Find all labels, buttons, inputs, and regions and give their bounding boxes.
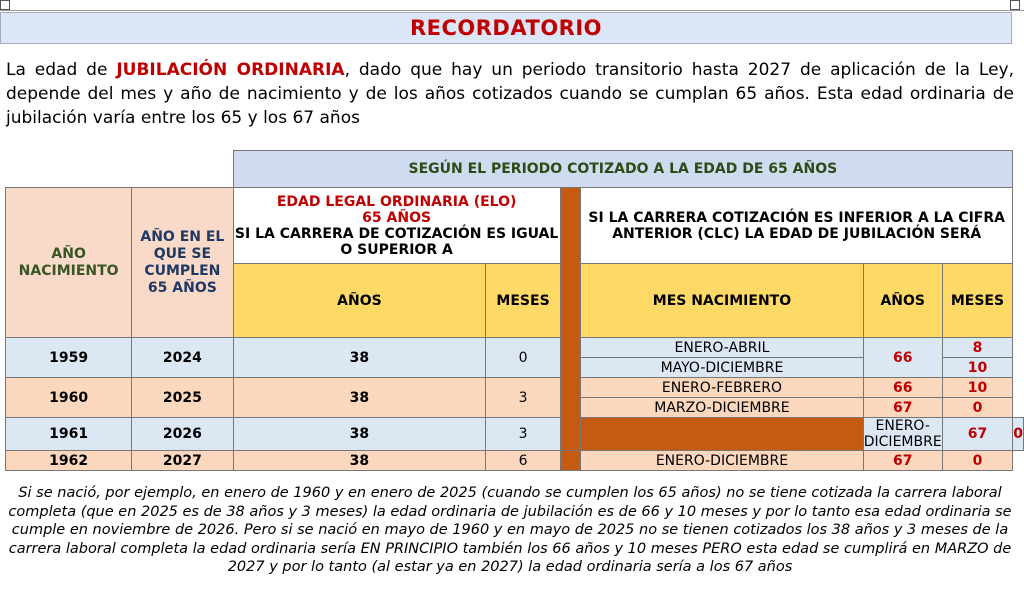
header-birth-year: AÑO NACIMIENTO — [6, 188, 132, 338]
age-months-cell: 8 — [942, 338, 1013, 358]
elo-line3: SI LA CARRERA DE COTIZACIÓN ES IGUAL O SUPERIOR A — [234, 225, 559, 258]
header-year-65: AÑO EN EL QUE SE CUMPLEN 65 AÑOS — [132, 188, 233, 338]
age-months-cell: 10 — [942, 378, 1013, 398]
year-65-cell: 2025 — [132, 378, 233, 418]
years-cell: 38 — [233, 338, 486, 378]
sub-header-months: MESES — [486, 264, 560, 338]
table-row — [6, 418, 1024, 451]
intro-paragraph — [6, 58, 1014, 130]
age-years-cell: 67 — [863, 451, 942, 471]
divider-bar — [560, 188, 580, 451]
divider-bar — [560, 451, 580, 471]
age-months-cell: 0 — [942, 398, 1013, 418]
age-years-cell: 67 — [863, 398, 942, 418]
years-cell: 38 — [233, 378, 486, 418]
birth-month-cell: ENERO-DICIEMBRE — [863, 418, 942, 450]
birth-year-cell: 1962 — [6, 451, 132, 471]
checkbox-icon[interactable] — [0, 0, 10, 10]
divider-bar — [581, 418, 864, 451]
months-cell: 3 — [486, 378, 560, 418]
year-65-cell: 2024 — [132, 338, 233, 378]
age-months-cell: 0 — [1013, 418, 1024, 451]
header-elo — [233, 188, 560, 264]
sub-header-birth-month: MES NACIMIENTO — [581, 264, 864, 338]
retirement-table — [5, 150, 1024, 471]
birth-month-cell: ENERO-ABRIL — [581, 338, 864, 358]
months-cell: 3 — [486, 418, 560, 451]
birth-month-cell: ENERO-DICIEMBRE — [581, 451, 864, 471]
header-clc: SI LA CARRERA COTIZACIÓN ES INFERIOR A LA CIFRA ANTERIOR (CLC) LA EDAD DE JUBILACIÓN SERÁ — [581, 188, 1013, 264]
year-65-cell: 2026 — [132, 418, 233, 451]
birth-year-cell: 1959 — [6, 338, 132, 378]
table-row — [6, 338, 1024, 358]
birth-month-cell: MAYO-DICIEMBRE — [581, 358, 864, 378]
elo-line1: EDAD LEGAL ORDINARIA (ELO) — [276, 193, 517, 210]
sub-header-years: AÑOS — [233, 264, 486, 338]
sub-header-months-2: MESES — [942, 264, 1013, 338]
age-years-cell: 67 — [942, 418, 1013, 451]
birth-year-cell: 1960 — [6, 378, 132, 418]
top-header: SEGÚN EL PERIODO COTIZADO A LA EDAD DE 65 AÑOS — [233, 151, 1013, 188]
birth-year-cell: 1961 — [6, 418, 132, 451]
title-banner — [0, 12, 1012, 44]
elo-line2: 65 AÑOS — [362, 209, 432, 226]
age-years-cell: 66 — [863, 378, 942, 398]
year-65-cell: 2027 — [132, 451, 233, 471]
birth-month-cell: ENERO-FEBRERO — [581, 378, 864, 398]
months-cell: 0 — [486, 338, 560, 378]
months-cell: 6 — [486, 451, 560, 471]
age-months-cell: 10 — [942, 358, 1013, 378]
intro-highlight: JUBILACIÓN ORDINARIA — [116, 60, 345, 80]
years-cell: 38 — [233, 418, 486, 451]
years-cell: 38 — [233, 451, 486, 471]
intro-rest: , dado que hay un periodo transitorio hasta 2027 de aplicación de la Ley, depende del mes y año de nacimiento y de los años cotizados cuando se cumplan 65 años. Esta edad ordinaria de jubilación varía entre los 65 y los 67 años — [6, 60, 1014, 128]
age-years-cell: 66 — [863, 338, 942, 378]
corner-box-icon[interactable] — [1010, 0, 1020, 10]
window-top-strip — [0, 0, 1024, 11]
table-row — [6, 451, 1024, 471]
birth-month-cell: MARZO-DICIEMBRE — [581, 398, 864, 418]
sub-header-years-2: AÑOS — [863, 264, 942, 338]
empty-corner — [6, 151, 234, 188]
table-row — [6, 378, 1024, 398]
intro-prefix: La edad de — [6, 60, 117, 80]
page-title: RECORDATORIO — [409, 16, 603, 40]
footnote-paragraph: Si se nació, por ejemplo, en enero de 1960 y en enero de 2025 (cuando se cumplen los 65 años) no se tiene cotizada la carrera laboral completa (que en 2025 es de 38 años y 3 meses) la edad ordinaria de jubilación es de 66 y 10 meses y por lo tanto esa edad ordinaria se cumple en noviembre de 2026. Pero si se nació en mayo de 1960 y en mayo de 2025 no se tienen cotizados los 38 años y 3 meses de la carrera laboral completa la edad ordinaria sería EN PRINCIPIO también los 66 años y 10 meses PERO esta edad se cumplirá en MARZO de 2027 y por lo tanto (al estar ya en 2027) la edad ordinaria sería a los 67 años — [8, 485, 1012, 575]
age-months-cell: 0 — [942, 451, 1013, 471]
